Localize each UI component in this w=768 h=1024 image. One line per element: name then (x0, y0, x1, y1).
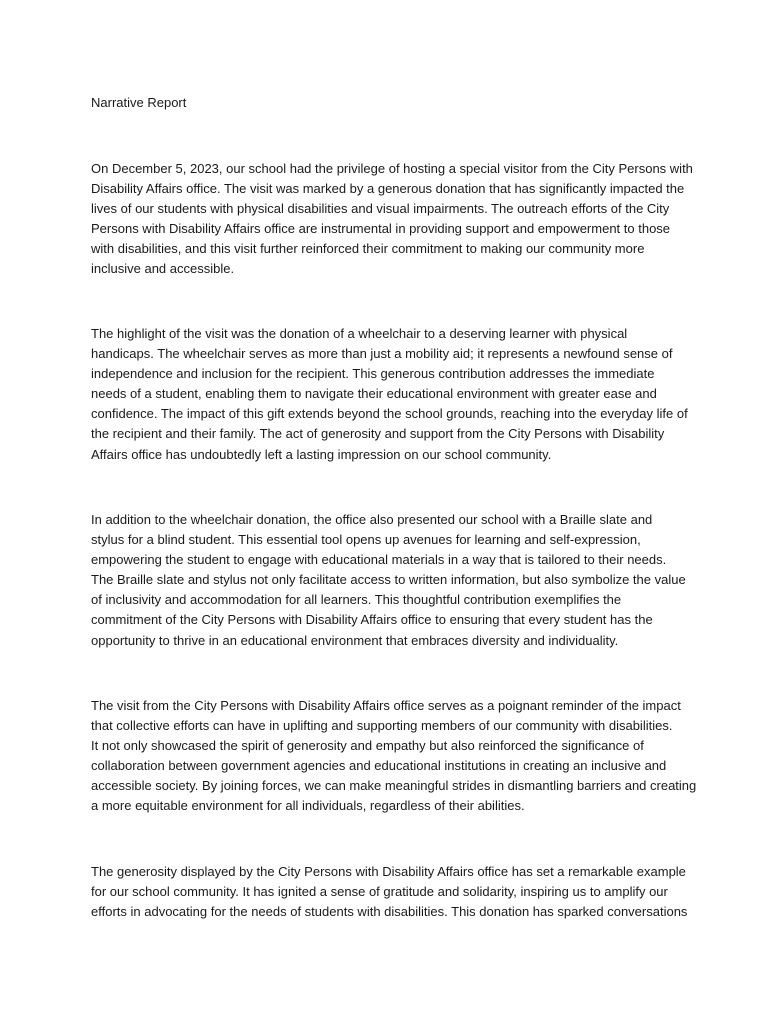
paragraph-collective-efforts (91, 696, 697, 817)
text-line: Persons with Disability Affairs office are instrumental in providing support and empowerment to those (91, 221, 671, 237)
text-line: stylus for a blind student. This essential tool opens up avenues for learning and self-expression, (91, 532, 641, 548)
text-line: a more equitable environment for all individuals, regardless of their abilities. (91, 798, 525, 814)
paragraph-wheelchair-donation (91, 324, 691, 465)
document-title: Narrative Report (91, 95, 187, 110)
text-line: needs of a student, enabling them to navigate their educational environment with greater ease and (91, 386, 657, 402)
text-line: for our school community. It has ignited a sense of gratitude and solidarity, inspiring us to amplify our (91, 884, 668, 900)
paragraph-generosity-example (91, 862, 691, 922)
text-line: On December 5, 2023, our school had the privilege of hosting a special visitor from the City Persons with (91, 161, 693, 176)
paragraph-visit-overview (91, 159, 691, 280)
text-line: The Braille slate and stylus not only facilitate access to written information, but also symbolize the value (91, 572, 686, 588)
text-line: inclusive and accessible. (91, 261, 235, 277)
text-line: In addition to the wheelchair donation, the office also presented our school with a Braille slate and (91, 512, 653, 527)
text-line: with disabilities, and this visit further reinforced their commitment to making our community more (91, 241, 645, 257)
text-line: The highlight of the visit was the donation of a wheelchair to a deserving learner with physical (91, 326, 628, 341)
text-line: It not only showcased the spirit of generosity and empathy but also reinforced the significance of (91, 738, 644, 754)
text-line: opportunity to thrive in an educational environment that embraces diversity and individuality. (91, 632, 619, 648)
text-line: commitment of the City Persons with Disability Affairs office to ensuring that every student has the (91, 612, 653, 628)
text-line: empowering the student to engage with educational materials in a way that is tailored to their needs. (91, 552, 667, 568)
text-line: of inclusivity and accommodation for all learners. This thoughtful contribution exemplifies the (91, 592, 622, 608)
paragraph-braille-donation (91, 510, 691, 651)
text-line: that collective efforts can have in uplifting and supporting members of our community with disabilities. (91, 718, 673, 734)
text-line: efforts in advocating for the needs of students with disabilities. This donation has sparked conversations (91, 904, 688, 920)
text-line: handicaps. The wheelchair serves as more than just a mobility aid; it represents a newfound sense of (91, 346, 673, 362)
text-line: the recipient and their family. The act of generosity and support from the City Persons with Disability (91, 426, 665, 442)
text-line: confidence. The impact of this gift extends beyond the school grounds, reaching into the everyday life of (91, 406, 688, 422)
text-line: The visit from the City Persons with Disability Affairs office serves as a poignant reminder of the impact (91, 698, 681, 713)
text-line: The generosity displayed by the City Persons with Disability Affairs office has set a remarkable example (91, 864, 686, 879)
text-line: Disability Affairs office. The visit was marked by a generous donation that has significantly impacted the (91, 181, 685, 197)
text-line: collaboration between government agencies and educational institutions in creating an inclusive and (91, 758, 667, 774)
text-line: Affairs office has undoubtedly left a lasting impression on our school community. (91, 446, 552, 462)
text-line: accessible society. By joining forces, we can make meaningful strides in dismantling barriers and creating (91, 778, 697, 794)
text-line: independence and inclusion for the recipient. This generous contribution addresses the immediate (91, 366, 655, 382)
text-line: lives of our students with physical disabilities and visual impairments. The outreach efforts of the City (91, 201, 670, 217)
